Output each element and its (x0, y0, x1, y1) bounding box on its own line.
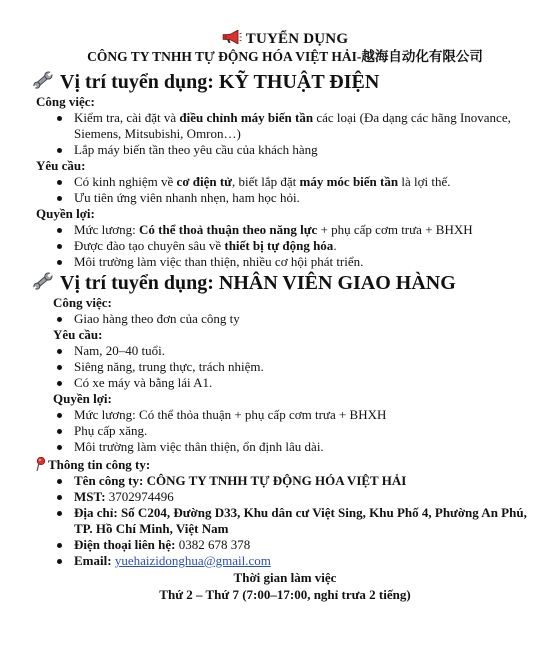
job2-benefit-list (36, 407, 534, 455)
list-item: Có kinh nghiệm về cơ điện tử, biết lắp đặt máy móc biến tần là lợi thế. (36, 174, 534, 190)
job2-work-list (36, 311, 534, 327)
job1-req-list (36, 174, 534, 206)
address-row: Địa chỉ: Số C204, Đường D33, Khu dân cư Việt Sing, Khu Phố 4, Phường An Phú, TP. Hồ Chí Minh, Việt Nam (36, 505, 534, 537)
phone-row: Điện thoại liên hệ: 0382 678 378 (36, 537, 534, 553)
list-item: Kiểm tra, cài đặt và điều chỉnh máy biến tần các loại (Đa dạng các hãng Inovance, Siemens, Mitsubishi, Omron…) (36, 110, 534, 142)
job2-work-label: Công việc: (53, 295, 112, 310)
recruitment-heading (36, 30, 534, 48)
list-item: Siêng năng, trung thực, trách nhiệm. (36, 359, 534, 375)
company-info-title-text: Thông tin công ty: (48, 457, 151, 472)
list-item: Mức lương: Có thể thoả thuận theo năng lực + phụ cấp cơm trưa + BHXH (36, 222, 534, 238)
company-name-header: CÔNG TY TNHH TỰ ĐỘNG HÓA VIỆT HẢI-越海自动化有限公司 (87, 49, 483, 64)
company-info-list (36, 473, 534, 569)
job2-req-list (36, 343, 534, 391)
list-item: Ưu tiên ứng viên nhanh nhẹn, ham học hỏi. (36, 190, 534, 206)
email-row: Email: yuehaizidonghua@gmail.com (36, 553, 534, 569)
company-name-row: Tên công ty: CÔNG TY TNHH TỰ ĐỘNG HÓA VIỆT HẢI (36, 473, 534, 489)
list-item: Môi trường làm việc thân thiện, ổn định lâu dài. (36, 439, 534, 455)
job2-title (32, 271, 534, 295)
company-info-title (34, 457, 534, 473)
list-item: Môi trường làm việc than thiện, nhiều cơ hội phát triển. (36, 254, 534, 270)
pushpin-icon (34, 457, 46, 471)
list-item: Có xe máy và bằng lái A1. (36, 375, 534, 391)
list-item: Phụ cấp xăng. (36, 423, 534, 439)
schedule-title: Thời gian làm việc (233, 570, 337, 585)
email-link[interactable]: yuehaizidonghua@gmail.com (114, 553, 271, 568)
megaphone-icon (222, 30, 242, 44)
job2-req-label: Yêu cầu: (53, 327, 103, 342)
schedule-time: Thứ 2 – Thứ 7 (7:00–17:00, nghỉ trưa 2 tiếng) (159, 587, 411, 602)
job1-benefit-label: Quyền lợi: (36, 206, 95, 221)
job1-work-label: Công việc: (36, 94, 95, 109)
list-item: Lắp máy biến tần theo yêu cầu của khách hàng (36, 142, 534, 158)
wrench-icon (32, 271, 54, 291)
list-item: Nam, 20–40 tuổi. (36, 343, 534, 359)
job1-title-text: Vị trí tuyển dụng: KỸ THUẬT ĐIỆN (60, 71, 380, 93)
job2-title-text: Vị trí tuyển dụng: NHÂN VIÊN GIAO HÀNG (60, 272, 456, 294)
job2-benefit-label: Quyền lợi: (53, 391, 112, 406)
wrench-icon (32, 70, 54, 90)
job1-req-label: Yêu cầu: (36, 158, 86, 173)
job1-work-list (36, 110, 534, 158)
job1-title (32, 70, 534, 94)
tax-code-row: MST: 3702974496 (36, 489, 534, 505)
heading-text: TUYỂN DỤNG (245, 31, 349, 47)
list-item: Mức lương: Có thể thỏa thuận + phụ cấp cơm trưa + BHXH (36, 407, 534, 423)
list-item: Được đào tạo chuyên sâu về thiết bị tự động hóa. (36, 238, 534, 254)
job1-benefit-list (36, 222, 534, 270)
list-item: Giao hàng theo đơn của công ty (36, 311, 534, 327)
